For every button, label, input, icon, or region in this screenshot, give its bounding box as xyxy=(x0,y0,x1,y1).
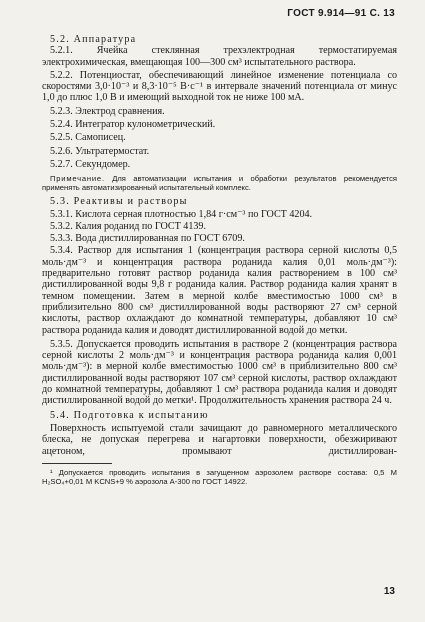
paragraph-5-3-3: 5.3.3. Вода дистиллированная по ГОСТ 6709. xyxy=(50,233,245,245)
note xyxy=(42,174,397,192)
paragraph-5-3-1: 5.3.1. Кислота серная плотностью 1,84 г·см⁻³ по ГОСТ 4204. xyxy=(50,208,313,220)
paragraph-5-2-4: 5.2.4. Интегратор кулонометрический. xyxy=(50,119,216,131)
note-text: Для автоматизации испытания и обработки результатов рекомендуется применять автоматизированный испытательный комплекс. xyxy=(42,174,397,193)
running-header: ГОСТ 9.914—91 С. 13 xyxy=(287,8,395,19)
paragraph-5-2-3: 5.2.3. Электрод сравнения. xyxy=(50,105,165,117)
page-number: 13 xyxy=(383,586,395,597)
paragraph-5-3-4: 5.3.4. Раствор для испытания 1 (концентрация раствора серной кислоты 0,5 моль·дм⁻³ и концентрация раствора роданида калия 0,01 моль·дм⁻³): предварительно готовят раствор роданида калия растворением в 100 см³ дистиллированной воды 9,8 г роданида калия. Раствор роданида калия хранят в темном помещении. Затем в мерной колбе вместимостью 1000 см³ в приблизительно 800 см³ дистиллированной воды растворяют 27 см³ серной кислоты, раствор охлаждают до комнатной температуры, добавляют 10 см³ раствора роданида калия и доводят дистиллированной водой до метки. xyxy=(42,245,397,336)
paragraph-5-2-5: 5.2.5. Самописец. xyxy=(50,132,126,144)
footnote: ¹ Допускается проводить испытания в загущенном аэрозолем растворе состава: 0,5 М H₂SO₄+0,01 М KCNS+9 % аэрозола А-300 по ГОСТ 14922. xyxy=(42,467,397,486)
section-heading-5-3: 5.3. Реактивы и растворы xyxy=(50,196,188,208)
section-heading-5-2: 5.2. Аппаратура xyxy=(50,34,137,45)
paragraph-5-4-body: Поверхность испытуемой стали зачищают до равномерного металлического блеска, не допуская перегрева и нагартовки поверхности, обезжиривают ацетоном, промывают дистиллирован- xyxy=(42,422,397,457)
paragraph-5-3-2: 5.3.2. Калия роданид по ГОСТ 4139. xyxy=(50,220,206,232)
paragraph-5-2-7: 5.2.7. Секундомер. xyxy=(50,158,131,170)
section-heading-5-4: 5.4. Подготовка к испытанию xyxy=(50,409,209,421)
paragraph-5-2-2: 5.2.2. Потенциостат, обеспечивающий линейное изменение потенциала со скоростями 3,0·10⁻³ и 8,3·10⁻⁵ В·с⁻¹ в интервале значений потенциала от минус 1,0 до плюс 1,0 В и имеющий выходной ток не ниже 100 мА. xyxy=(42,69,397,104)
document-body xyxy=(42,34,397,486)
paragraph-5-2-6: 5.2.6. Ультратермостат. xyxy=(50,145,150,157)
note-lead: Примечание. xyxy=(50,174,105,184)
paragraph-5-2-1: 5.2.1. Ячейка стеклянная трехэлектродная термостатируемая электрохимическая, вмещающая 100—300 см³ испытательного раствора. xyxy=(42,45,397,68)
paragraph-5-3-5: 5.3.5. Допускается проводить испытания в растворе 2 (концентрация раствора серной кислоты 2 моль·дм⁻³ и концентрация раствора роданида калия 0,001 моль·дм⁻³): в мерной колбе вместимостью 1000 см³ в приблизительно 800 см³ дистиллированной воды растворяют 107 см³ серной кислоты, раствор охлаждают до комнатной температуры, добавляют 1 см³ раствора роданида калия и доводят дистиллированной водой до метки¹. Продолжительность хранения раствора 24 ч. xyxy=(42,338,397,407)
footnote-rule xyxy=(42,463,112,464)
